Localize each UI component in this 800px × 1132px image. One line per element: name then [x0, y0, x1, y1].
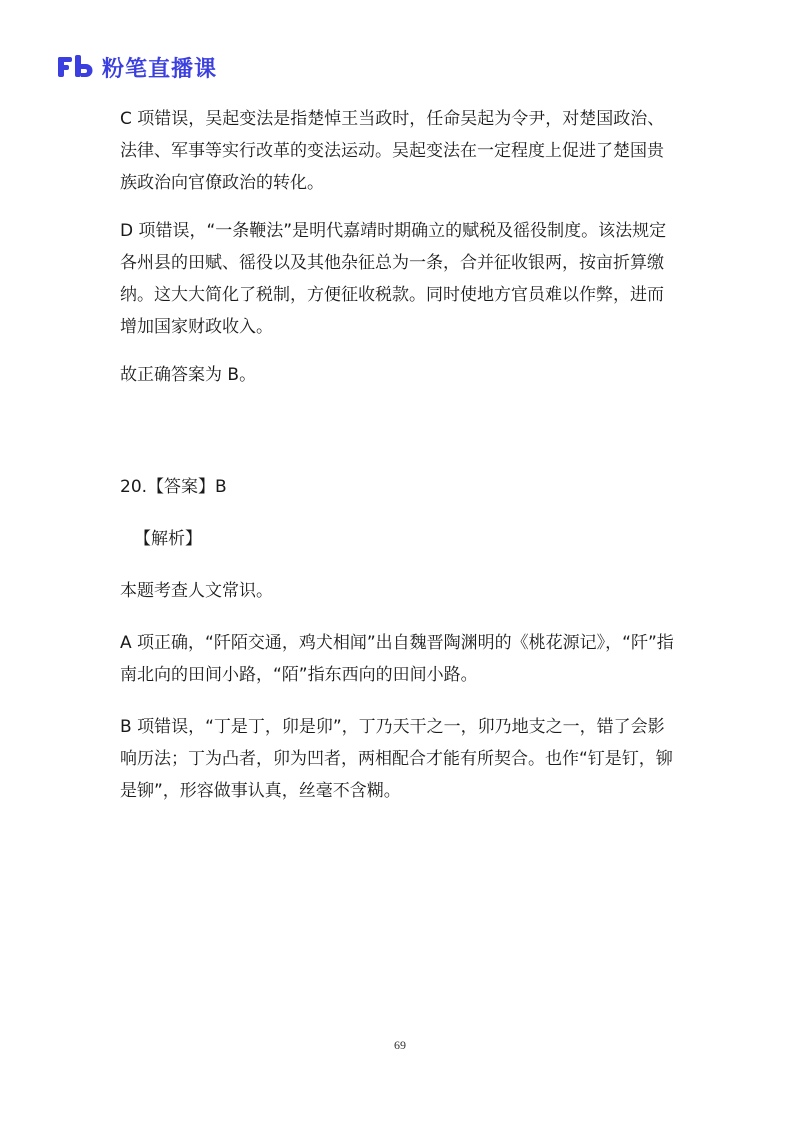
conclusion: 故正确答案为 B。 [120, 365, 257, 385]
option-a-explanation: A 项正确，“阡陌交通，鸡犬相闻”出自魏晋陶渊明的《桃花源记》，“阡”指南北向的田间小路，“陌”指东西向的田间小路。 [120, 633, 674, 685]
answer-line: 20.【答案】B [120, 477, 227, 497]
topic-line: 本题考查人文常识。 [120, 581, 273, 601]
option-c-explanation: C 项错误，吴起变法是指楚悼王当政时，任命吴起为令尹，对楚国政治、法律、军事等实行改革的变法运动。吴起变法在一定程度上促进了楚国贵族政治向官僚政治的转化。 [120, 109, 665, 193]
brand-name: 粉笔直播课 [102, 56, 218, 82]
page-number: 69 [394, 1038, 406, 1052]
header [58, 50, 217, 84]
analysis-label: 【解析】 [134, 529, 202, 549]
document-body [120, 103, 680, 807]
fenbi-logo-icon [58, 55, 94, 79]
option-d-explanation: D 项错误，“一条鞭法”是明代嘉靖时期确立的赋税及徭役制度。该法规定各州县的田赋、徭役以及其他杂征总为一条，合并征收银两，按亩折算缴纳。这大大简化了税制，方便征收税款。同时使地方官员难以作弊，进而增加国家财政收入。 [120, 221, 667, 337]
option-b-explanation: B 项错误，“丁是丁，卯是卯”，丁乃天干之一，卯乃地支之一，错了会影响历法；丁为凸者，卯为凹者，两相配合才能有所契合。也作“钉是钉，铆是铆”，形容做事认真，丝毫不含糊。 [120, 717, 673, 801]
